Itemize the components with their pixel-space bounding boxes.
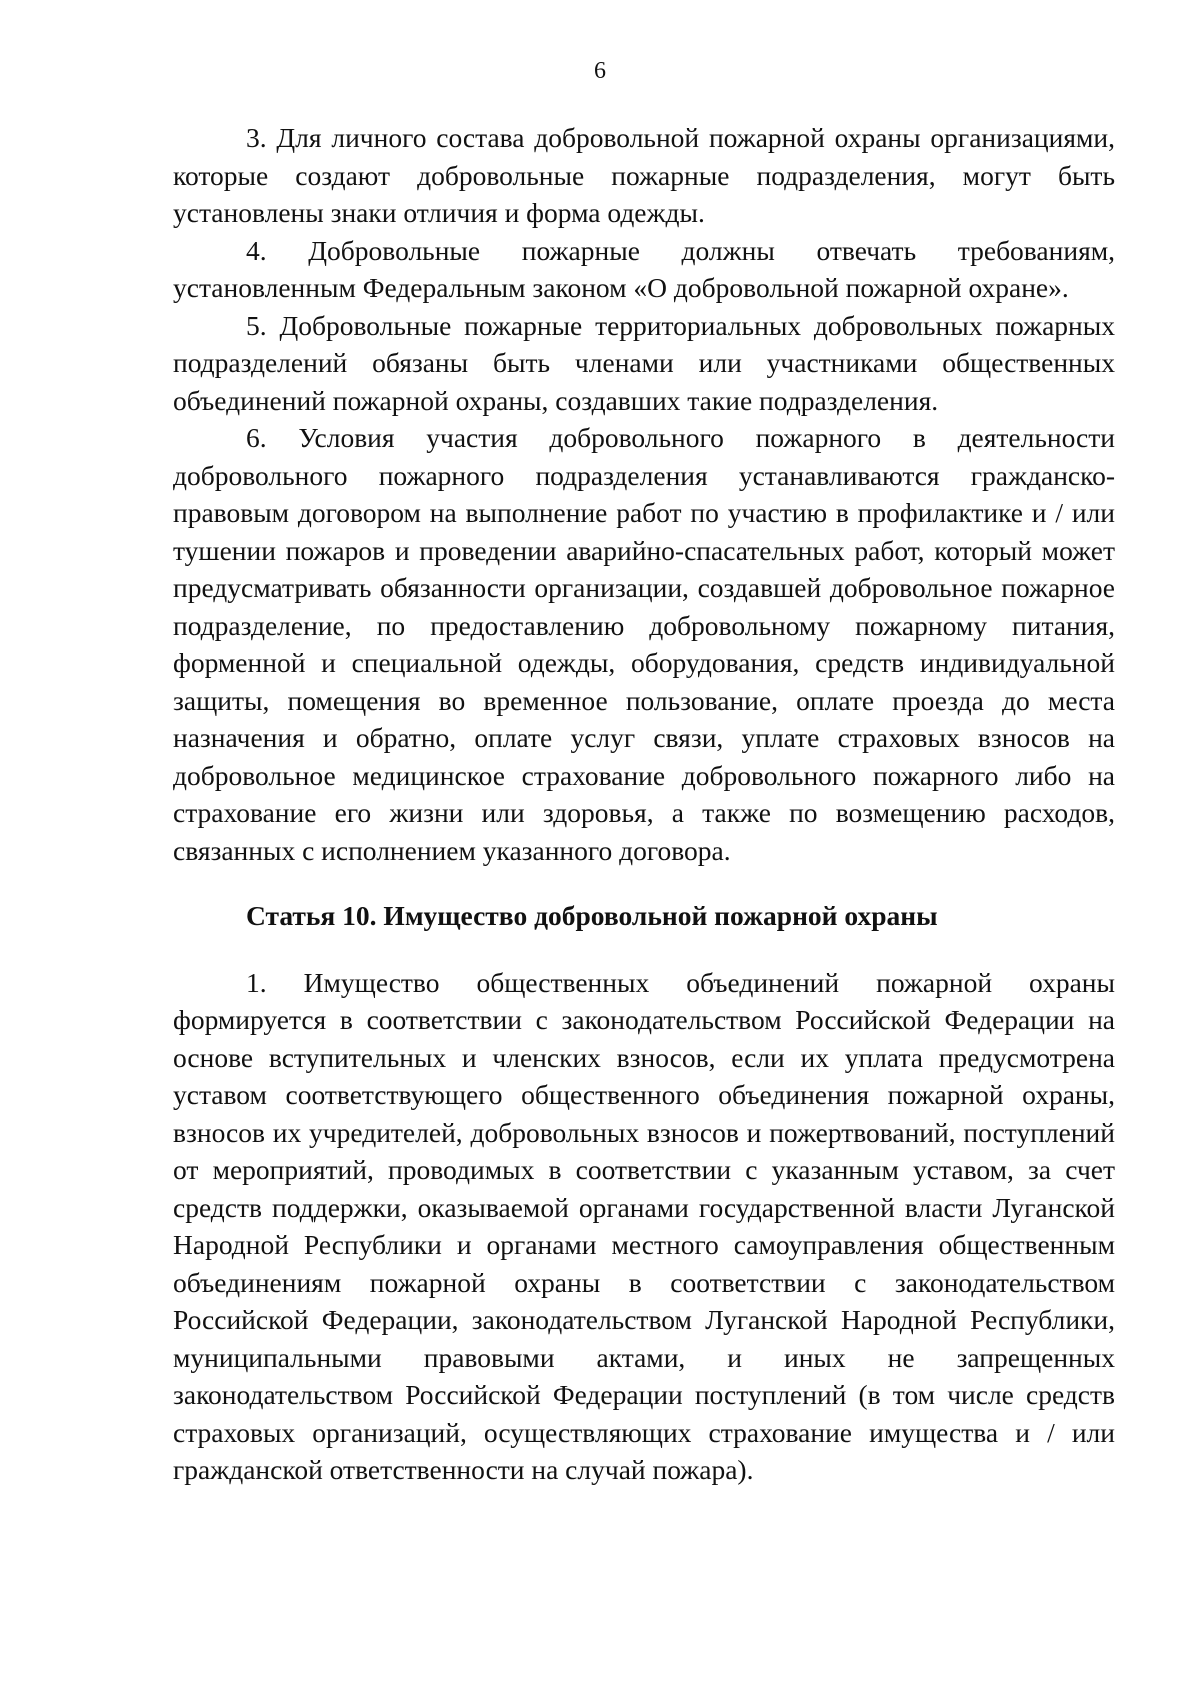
- article-heading: Статья 10. Имущество добровольной пожарной охраны: [246, 900, 938, 931]
- paragraph-3: 3. Для личного состава добровольной пожарной охраны организациями, которые создают добровольные пожарные подразделения, могут быть установлены знаки отличия и форма одежды.: [173, 122, 1115, 228]
- paragraph-6: 6. Условия участия добровольного пожарного в деятельности добровольного пожарного подразделения устанавливаются гражданско-правовым договором на выполнение работ по участию в профилактике и / или тушении пожаров и проведении аварийно-спасательных работ, который может предусматривать обязанности организации, создавшей добровольное пожарное подразделение, по предоставлению добровольному пожарному питания, форменной и специальной одежды, оборудования, средств индивидуальной защиты, помещения во временное пользование, оплате проезда до места назначения и обратно, оплате услуг связи, уплате страховых взносов на добровольное медицинское страхование добровольного пожарного либо на страхование его жизни или здоровья, а также по возмещению расходов, связанных с исполнением указанного договора.: [173, 422, 1115, 866]
- article-10-paragraph-1: 1. Имущество общественных объединений пожарной охраны формируется в соответствии с законодательством Российской Федерации на основе вступительных и членских взносов, если их уплата предусмотрена уставом соответствующего общественного объединения пожарной охраны, взносов их учредителей, добровольных взносов и пожертвований, поступлений от мероприятий, проводимых в соответствии с указанным уставом, за счет средств поддержки, оказываемой органами государственной власти Луганской Народной Республики и органами местного самоуправления общественным объединениям пожарной охраны в соответствии с законодательством Российской Федерации, законодательством Луганской Народной Республики, муниципальными правовыми актами, и иных не запрещенных законодательством Российской Федерации поступлений (в том числе средств страховых организаций, осуществляющих страхование имущества и / или гражданской ответственности на случай пожара).: [173, 966, 1115, 1485]
- document-body: [173, 119, 1115, 1489]
- paragraph-5: 5. Добровольные пожарные территориальных добровольных пожарных подразделений обязаны быть членами или участниками общественных объединений пожарной охраны, создавших такие подразделения.: [173, 309, 1115, 416]
- page-number: 6: [594, 58, 606, 84]
- paragraph-4: 4. Добровольные пожарные должны отвечать требованиям, установленным Федеральным законом «О добровольной пожарной охране».: [173, 234, 1115, 303]
